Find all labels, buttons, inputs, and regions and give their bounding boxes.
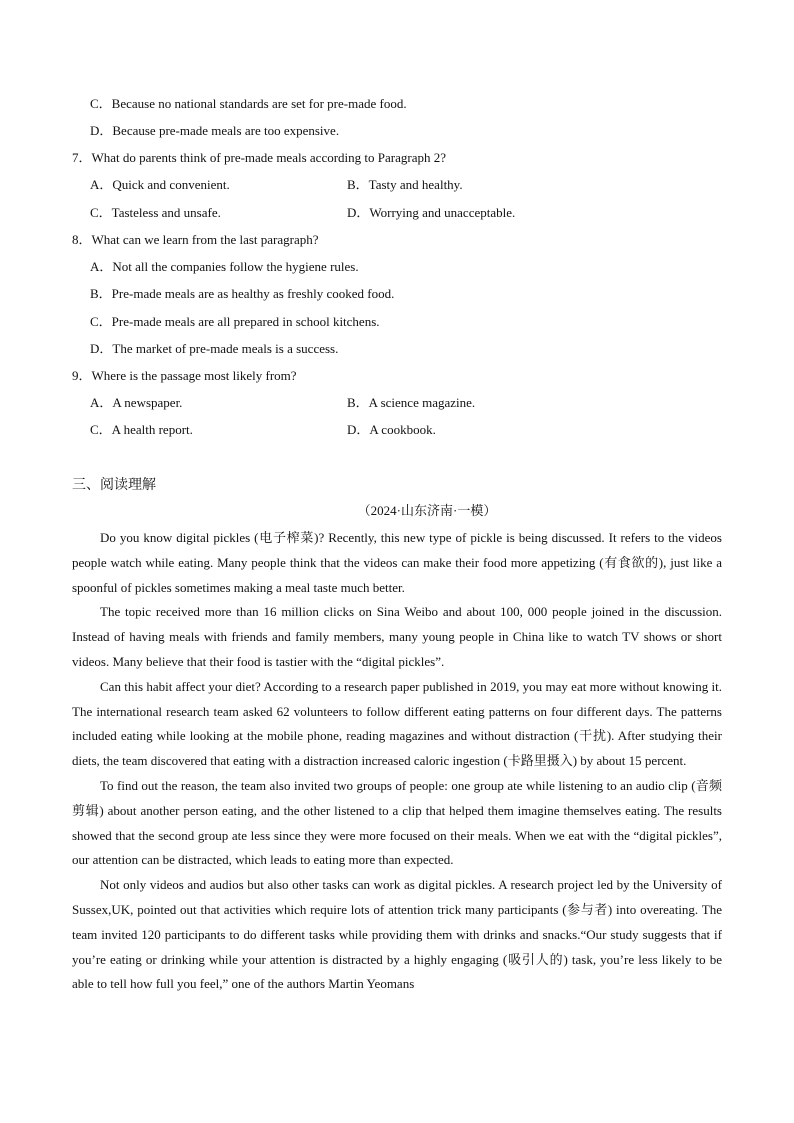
q8-stem: 8．What can we learn from the last paragraph? xyxy=(72,232,319,247)
q9-option-b: B．A science magazine. xyxy=(347,395,476,410)
reading-passage xyxy=(72,526,722,997)
q9-stem: 9．Where is the passage most likely from? xyxy=(72,368,297,383)
q7-option-c: C．Tasteless and unsafe. xyxy=(90,205,221,220)
q8-option-b: B．Pre-made meals are as healthy as freshly cooked food. xyxy=(90,286,395,301)
passage-paragraph: Can this habit affect your diet? According to a research paper published in 2019, you may eat more without knowing it. The international research team asked 62 volunteers to follow different eating patterns on four different days. The patterns included eating while looking at the mobile phone, reading magazines and without distraction (干扰). After studying their diets, the team discovered that eating with a distraction increased caloric ingestion (卡路里摄入) by about 15 percent. xyxy=(72,678,722,769)
passage-source: （2024·山东济南·一模） xyxy=(357,503,497,518)
section-title: 三、阅读理解 xyxy=(72,477,156,493)
q9-option-d: D．A cookbook. xyxy=(347,422,436,437)
q6-option-d: D．Because pre-made meals are too expensive. xyxy=(90,123,340,138)
q8-option-d: D．The market of pre-made meals is a success. xyxy=(90,341,339,356)
passage-paragraph: Not only videos and audios but also other tasks can work as digital pickles. A research project led by the University of Sussex,UK, pointed out that activities which require lots of attention trick many participants (参与者) into overeating. The team invited 120 participants to do different tasks while providing them with drinks and snacks.“Our study suggests that if you’re eating or drinking while your attention is distracted by a highly engaging (吸引人的) task, you’re less likely to be able to tell how full you feel,” one of the authors Martin Yeomans xyxy=(72,877,722,992)
q8-option-a: A．Not all the companies follow the hygiene rules. xyxy=(90,259,359,274)
passage-paragraph: The topic received more than 16 million clicks on Sina Weibo and about 100, 000 people joined in the discussion. Instead of having meals with friends and family members, many young people in China like to watch TV shows or short videos. Many believe that their food is tastier with the “digital pickles”. xyxy=(72,604,722,669)
q7-option-b: B．Tasty and healthy. xyxy=(347,177,463,192)
q7-option-d: D．Worrying and unacceptable. xyxy=(347,205,516,220)
q8-option-c: C．Pre-made meals are all prepared in school kitchens. xyxy=(90,314,380,329)
q7-option-a: A．Quick and convenient. xyxy=(90,177,230,192)
q9-option-c: C．A health report. xyxy=(90,422,193,437)
passage-paragraph: To find out the reason, the team also invited two groups of people: one group ate while listening to an audio clip (音频剪辑) about another person eating, and the other listened to a clip that helped them imagine themselves eating. The results showed that the second group ate less since they were more focused on their meals. When we eat with the “digital pickles”, our attention can be distracted, which leads to eating more than expected. xyxy=(72,777,722,868)
q7-stem: 7．What do parents think of pre-made meals according to Paragraph 2? xyxy=(72,150,446,165)
passage-paragraph: Do you know digital pickles (电子榨菜)? Recently, this new type of pickle is being discussed. It refers to the videos people watch while eating. Many people think that the videos can make their food more appetizing (有食欲的), just like a spoonful of pickles sometimes making a meal taste much better. xyxy=(72,530,722,595)
q6-option-c: C．Because no national standards are set for pre-made food. xyxy=(90,96,407,111)
q9-option-a: A．A newspaper. xyxy=(90,395,183,410)
